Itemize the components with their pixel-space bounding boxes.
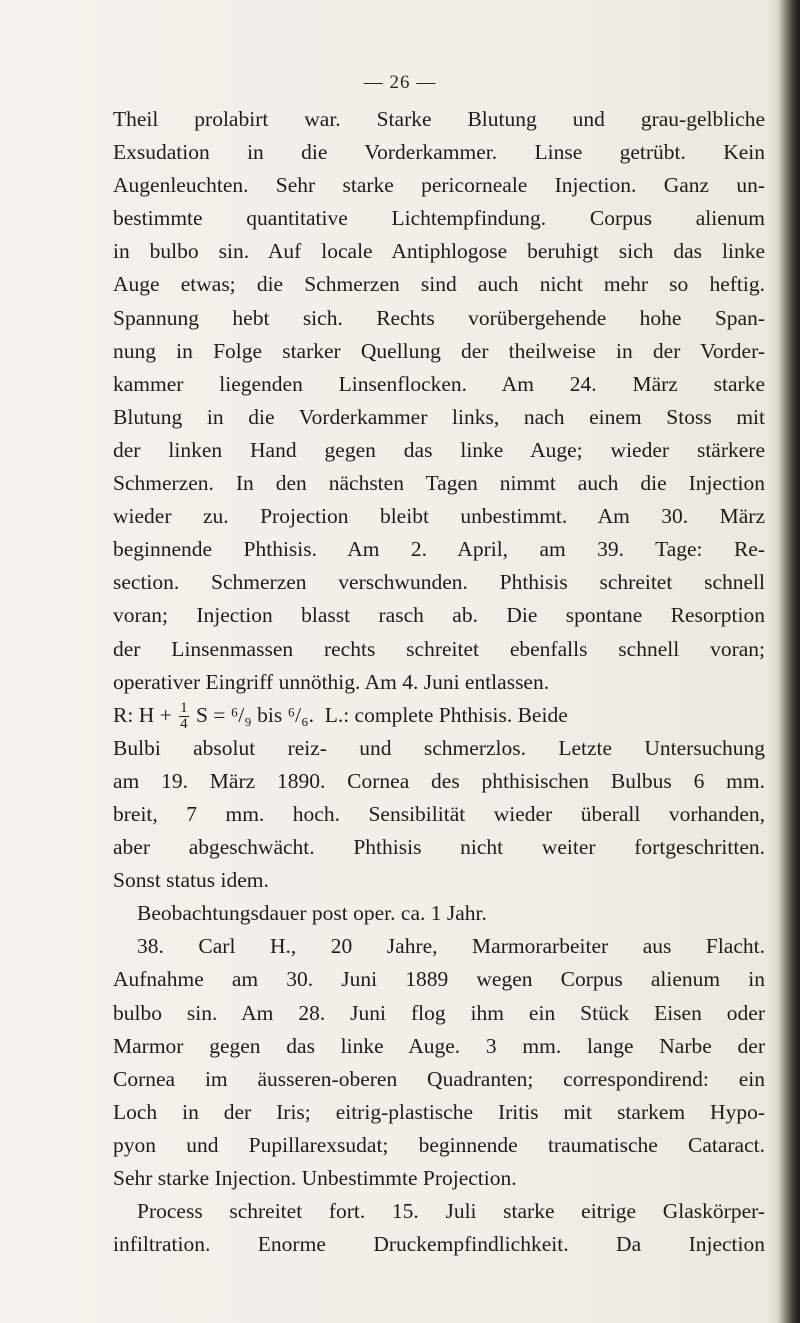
text-line: der linken Hand gegen das linke Auge; wieder stärkere — [113, 437, 765, 462]
text-line: Schmerzen. In den nächsten Tagen nimmt auch die Injection — [113, 471, 765, 496]
text-line: voran; Injection blasst rasch ab. Die spontane Resorption — [113, 603, 765, 628]
text-line: section. Schmerzen verschwunden. Phthisis schreitet schnell — [113, 570, 765, 595]
text-line: Loch in der Iris; eitrig-plastische Iritis mit starkem Hypo- — [113, 1099, 765, 1124]
text-line: Blutung in die Vorderkammer links, nach einem Stoss mit — [113, 404, 765, 429]
text-line: Cornea im äusseren-oberen Quadranten; correspondirend: ein — [113, 1066, 765, 1091]
text-line: bulbo sin. Am 28. Juni flog ihm ein Stück Eisen oder — [113, 1000, 765, 1025]
text-line: Aufnahme am 30. Juni 1889 wegen Corpus alienum in — [113, 967, 765, 992]
text-line: Beobachtungsdauer post oper. ca. 1 Jahr. — [137, 901, 487, 926]
page-edge-shadow — [778, 0, 800, 1323]
case-heading-line: 38. Carl H., 20 Jahre, Marmorarbeiter aus Flacht. — [137, 934, 765, 959]
text-line: Process schreitet fort. 15. Juli starke eitrige Glaskörper- — [137, 1199, 765, 1224]
visus-formula-line — [113, 699, 765, 732]
text-line: Augenleuchten. Sehr starke pericorneale Injection. Ganz un- — [113, 173, 765, 198]
text-line: nung in Folge starker Quellung der theilweise in der Vorder- — [113, 338, 765, 363]
text-line: Sehr starke Injection. Unbestimmte Projection. — [113, 1166, 517, 1190]
fraction-numerator: 1 — [180, 700, 188, 717]
text-line: pyon und Pupillarexsudat; beginnende traumatische Cataract. — [113, 1132, 765, 1157]
text-line: kammer liegenden Linsenflocken. Am 24. März starke — [113, 371, 765, 396]
formula-suffix: L.: complete Phthisis. Beide — [324, 702, 568, 727]
text-line: Exsudation in die Vorderkammer. Linse getrübt. Kein — [113, 140, 765, 165]
fraction-denominator: 4 — [180, 716, 188, 733]
text-line: bestimmte quantitative Lichtempfindung. Corpus alienum — [113, 206, 765, 231]
text-line: Bulbi absolut reiz- und schmerzlos. Letzte Untersuchung — [113, 735, 765, 760]
formula-prefix: R: H + — [113, 702, 172, 727]
text-line: der Linsenmassen rechts schreitet ebenfalls schnell voran; — [113, 636, 765, 661]
text-line: breit, 7 mm. hoch. Sensibilität wieder überall vorhanden, — [113, 801, 765, 826]
body-text — [113, 103, 765, 1261]
text-line: am 19. März 1890. Cornea des phthisischen Bulbus 6 mm. — [113, 768, 765, 793]
text-line: operativer Eingriff unnöthig. Am 4. Juni entlassen. — [113, 669, 550, 694]
text-line: wieder zu. Projection bleibt unbestimmt. Am 30. März — [113, 504, 765, 529]
text-line: infiltration. Enorme Druckempfindlichkeit. Da Injection — [113, 1232, 765, 1257]
fraction — [179, 701, 189, 732]
text-line: Sonst status idem. — [113, 868, 269, 893]
text-line: aber abgeschwächt. Phthisis nicht weiter fortgeschritten. — [113, 835, 765, 860]
text-line: Theil prolabirt war. Starke Blutung und grau-gelbliche — [113, 107, 765, 131]
text-line: Spannung hebt sich. Rechts vorübergehende hohe Span- — [113, 305, 765, 330]
formula-middle: S = ⁶/₉ bis ⁶/₆. — [195, 702, 314, 727]
page-number: — 26 — — [363, 72, 437, 93]
text-line: in bulbo sin. Auf locale Antiphlogose beruhigt sich das linke — [113, 239, 765, 264]
text-line: Auge etwas; die Schmerzen sind auch nicht mehr so heftig. — [113, 272, 765, 297]
text-line: beginnende Phthisis. Am 2. April, am 39. Tage: Re- — [113, 537, 765, 562]
text-line: Marmor gegen das linke Auge. 3 mm. lange Narbe der — [113, 1033, 765, 1058]
